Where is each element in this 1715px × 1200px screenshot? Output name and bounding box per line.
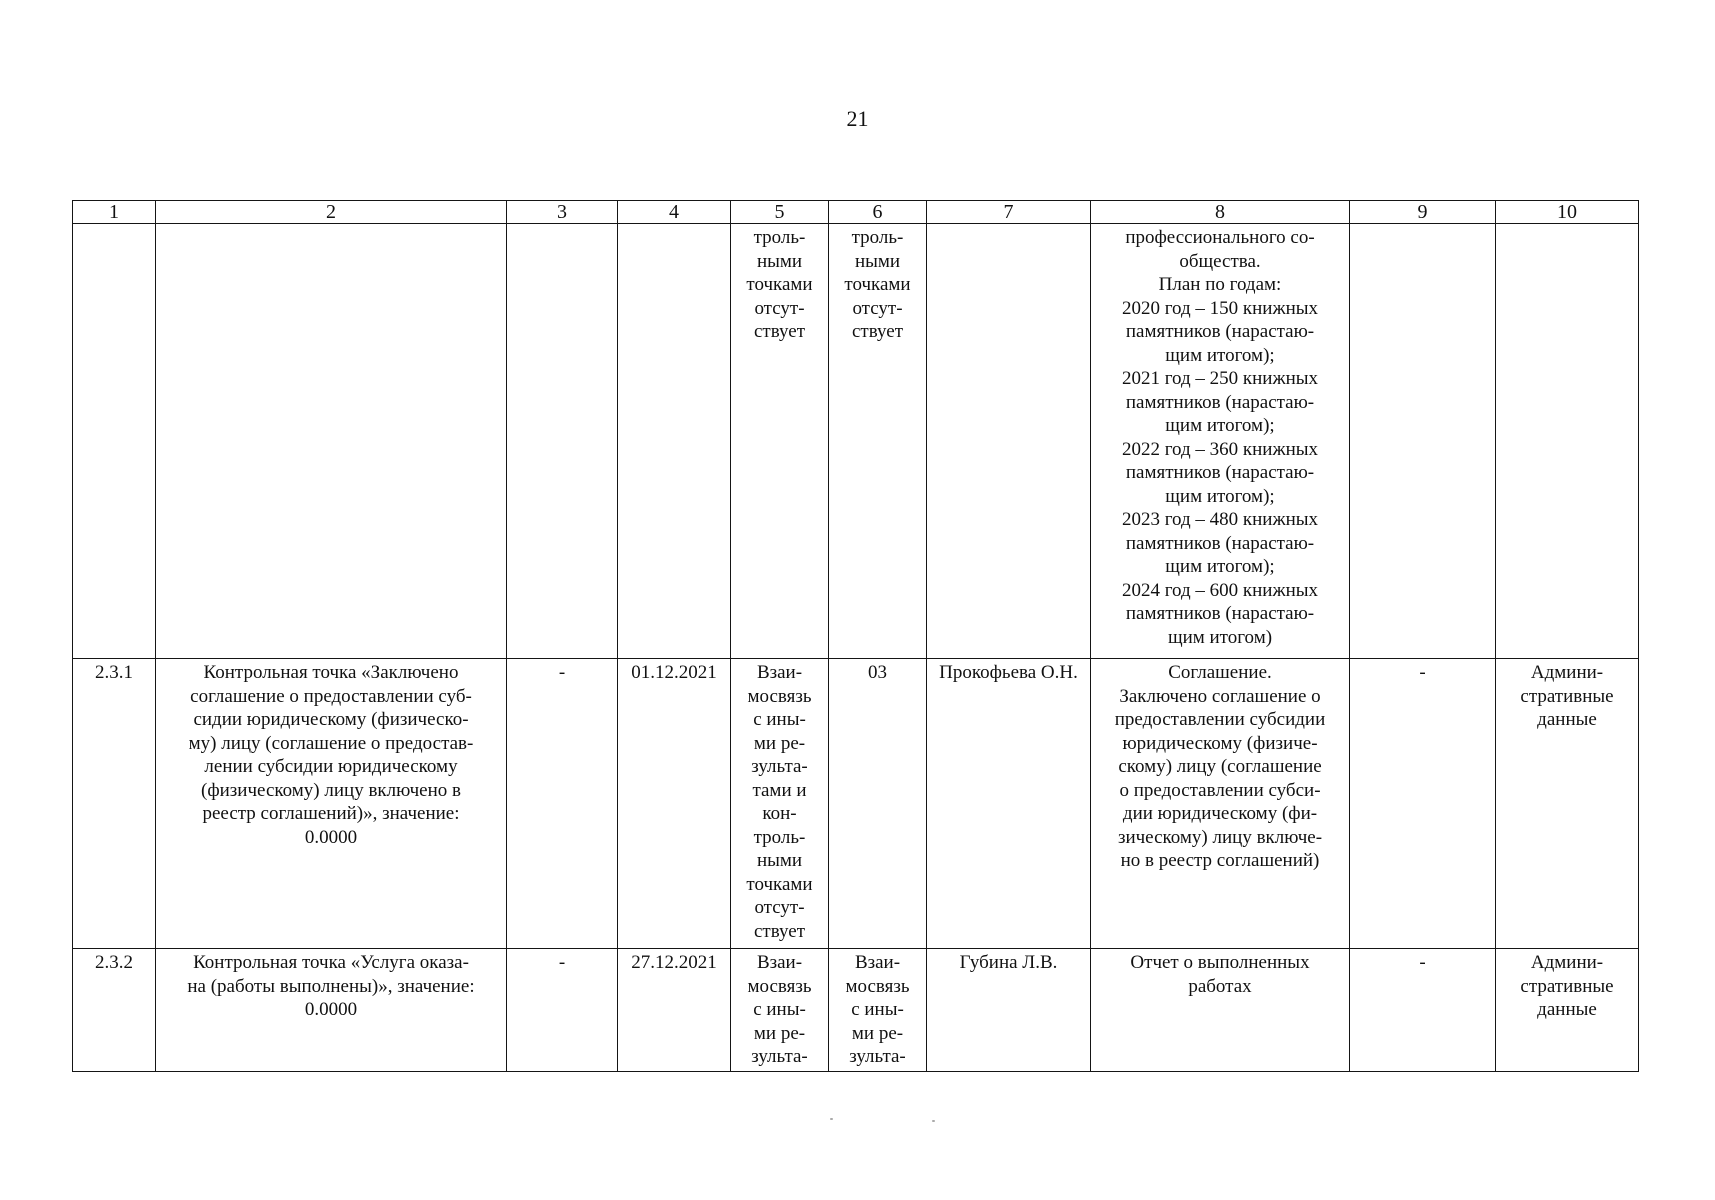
header-cell: 10 bbox=[1496, 201, 1639, 224]
cell-col3: - bbox=[507, 659, 618, 949]
cell-result: профессионального со- общества. План по годам: 2020 год – 150 книжных памятников (нарастаю- щим итогом); 2021 год – 250 книжных памятников (нарастаю- щим итогом); 2022 год – 360 книжных памятников (нарастаю- щим итогом); 2023 год – 480 книжных памятников (нарастаю- щим итогом); 2024 год – 600 книжных памятников (нарастаю- щим итогом) bbox=[1091, 224, 1350, 659]
cell-col3: - bbox=[507, 949, 618, 1072]
cell-col5: троль- ными точками отсут- ствует bbox=[731, 224, 829, 659]
header-cell: 9 bbox=[1350, 201, 1496, 224]
cell-responsible: Прокофьева О.Н. bbox=[927, 659, 1091, 949]
cell-number bbox=[73, 224, 156, 659]
cell-description: Контрольная точка «Услуга оказа- на (работы выполнены)», значение: 0.0000 bbox=[156, 949, 507, 1072]
header-cell: 7 bbox=[927, 201, 1091, 224]
cell-result: Отчет о выполненных работах bbox=[1091, 949, 1350, 1072]
cell-date: 27.12.2021 bbox=[618, 949, 731, 1072]
cell-number: 2.3.2 bbox=[73, 949, 156, 1072]
cell-description: Контрольная точка «Заключено соглашение о предоставлении суб- сидии юридическому (физическо- му) лицу (соглашение о предостав- лении субсидии юридическому (физическому) лицу включено в реестр соглашений)», значение: 0.0000 bbox=[156, 659, 507, 949]
page-number: 21 bbox=[846, 106, 869, 131]
header-cell: 3 bbox=[507, 201, 618, 224]
cell-col6: Взаи- мосвязь с ины- ми ре- зульта- bbox=[829, 949, 927, 1072]
cell-col6: 03 bbox=[829, 659, 927, 949]
scan-speck bbox=[932, 1120, 935, 1122]
scan-speck bbox=[830, 1118, 833, 1120]
table-row-continuation bbox=[73, 224, 1639, 659]
cell-responsible: Губина Л.В. bbox=[927, 949, 1091, 1072]
cell-date bbox=[618, 224, 731, 659]
cell-col3 bbox=[507, 224, 618, 659]
header-cell: 5 bbox=[731, 201, 829, 224]
cell-col5: Взаи- мосвязь с ины- ми ре- зульта- тами и кон- троль- ными точками отсут- ствует bbox=[731, 659, 829, 949]
header-cell: 2 bbox=[156, 201, 507, 224]
cell-date: 01.12.2021 bbox=[618, 659, 731, 949]
cell-source: Админи- стративные данные bbox=[1496, 949, 1639, 1072]
cell-source: Админи- стративные данные bbox=[1496, 659, 1639, 949]
header-cell: 8 bbox=[1091, 201, 1350, 224]
cell-col9 bbox=[1350, 224, 1496, 659]
header-cell: 4 bbox=[618, 201, 731, 224]
cell-col6: троль- ными точками отсут- ствует bbox=[829, 224, 927, 659]
cell-number: 2.3.1 bbox=[73, 659, 156, 949]
header-cell: 1 bbox=[73, 201, 156, 224]
cell-col9: - bbox=[1350, 659, 1496, 949]
cell-responsible bbox=[927, 224, 1091, 659]
header-row bbox=[73, 201, 1639, 224]
cell-source bbox=[1496, 224, 1639, 659]
cell-description bbox=[156, 224, 507, 659]
cell-col5: Взаи- мосвязь с ины- ми ре- зульта- bbox=[731, 949, 829, 1072]
header-cell: 6 bbox=[829, 201, 927, 224]
cell-col9: - bbox=[1350, 949, 1496, 1072]
plan-table bbox=[72, 200, 1639, 1072]
table-row-2-3-1 bbox=[73, 659, 1639, 949]
cell-result: Соглашение. Заключено соглашение о предоставлении субсидии юридическому (физиче- скому) лицу (соглашение о предоставлении субси- дии юридическому (фи- зическому) лицу включе- но в реестр соглашений) bbox=[1091, 659, 1350, 949]
table-row-2-3-2 bbox=[73, 949, 1639, 1072]
